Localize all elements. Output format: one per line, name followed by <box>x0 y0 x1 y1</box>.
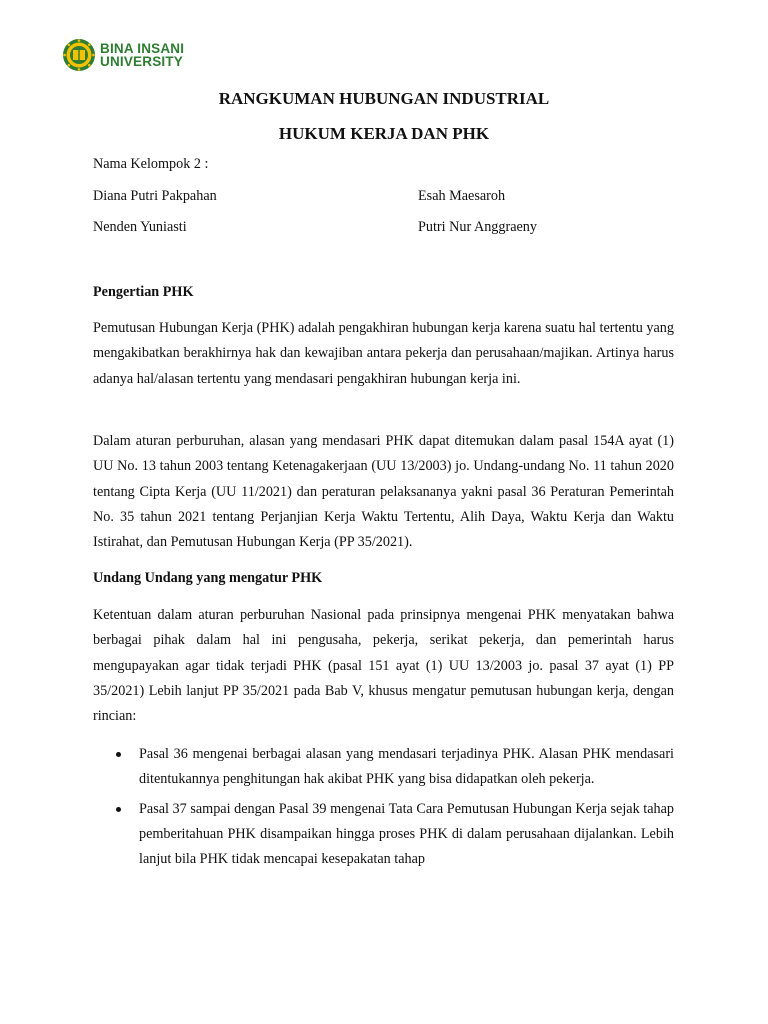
logo-line1: BINA INSANI <box>100 41 185 56</box>
section-heading: Pengertian PHK <box>93 284 194 300</box>
member-name: Diana Putri Pakpahan <box>93 188 217 204</box>
bullet-list <box>93 742 674 876</box>
document-subtitle: HUKUM KERJA DAN PHK <box>278 124 490 143</box>
paragraph: Ketentuan dalam aturan perburuhan Nasional pada prinsipnya mengenai PHK menyatakan bahwa berbagai pihak dalam hal ini pengusaha, pekerja, serikat pekerja, dan pemerintah harus mengupayakan agar tidak terjadi PHK (pasal 151 ayat (1) UU 13/2003 jo. pasal 37 ayat (1) PP 35/2021) Lebih lanjut PP 35/2021 pada Bab V, khusus mengatur pemutusan hubungan kerja, dengan rincian: <box>93 607 674 725</box>
paragraph: Pemutusan Hubungan Kerja (PHK) adalah pengakhiran hubungan kerja karena suatu hal tertentu yang mengakibatkan berakhirnya hak dan kewajiban antara pekerja dan perusahaan/majikan. Artinya harus adanya hal/alasan tertentu yang mendasari pengakhiran hubungan kerja ini. <box>93 320 674 387</box>
paragraph: Dalam aturan perburuhan, alasan yang mendasari PHK dapat ditemukan dalam pasal 154A ayat (1) UU No. 13 tahun 2003 tentang Ketenagakerjaan (UU 13/2003) jo. Undang-undang No. 11 tahun 2020 tentang Cipta Kerja (UU 11/2021) dan peraturan pelaksananya yakni pasal 36 Peraturan Pemerintah No. 35 tahun 2021 tentang Perjanjian Kerja Waktu Tertentu, Alih Daya, Waktu Kerja dan Waktu Istirahat, dan Pemutusan Hubungan Kerja (PP 35/2021). <box>93 433 674 551</box>
logo-wordmark <box>100 42 184 68</box>
university-logo <box>62 38 184 72</box>
university-emblem-icon <box>62 38 96 72</box>
member-name: Putri Nur Anggraeny <box>418 219 537 235</box>
bullet-icon <box>116 752 121 757</box>
document-title: RANGKUMAN HUBUNGAN INDUSTRIAL <box>218 89 550 108</box>
bullet-icon <box>116 807 121 812</box>
member-name: Nenden Yuniasti <box>93 219 187 235</box>
logo-line2: UNIVERSITY <box>100 54 184 69</box>
list-item-text: Pasal 36 mengenai berbagai alasan yang mendasari terjadinya PHK. Alasan PHK mendasari ditentukannya penghitungan hak akibat PHK yang bisa didapatkan oleh pekerja. <box>139 746 674 788</box>
group-label: Nama Kelompok 2 : <box>93 156 209 172</box>
section-heading: Undang Undang yang mengatur PHK <box>93 570 323 586</box>
list-item <box>93 797 674 873</box>
list-item-text: Pasal 37 sampai dengan Pasal 39 mengenai Tata Cara Pemutusan Hubungan Kerja sejak tahap pemberitahuan PHK disampaikan hingga proses PHK di dalam perusahaan dijalankan. Lebih lanjut bila PHK tidak mencapai kesepakatan tahap <box>139 800 674 868</box>
list-item <box>93 742 674 793</box>
member-name: Esah Maesaroh <box>418 188 506 204</box>
